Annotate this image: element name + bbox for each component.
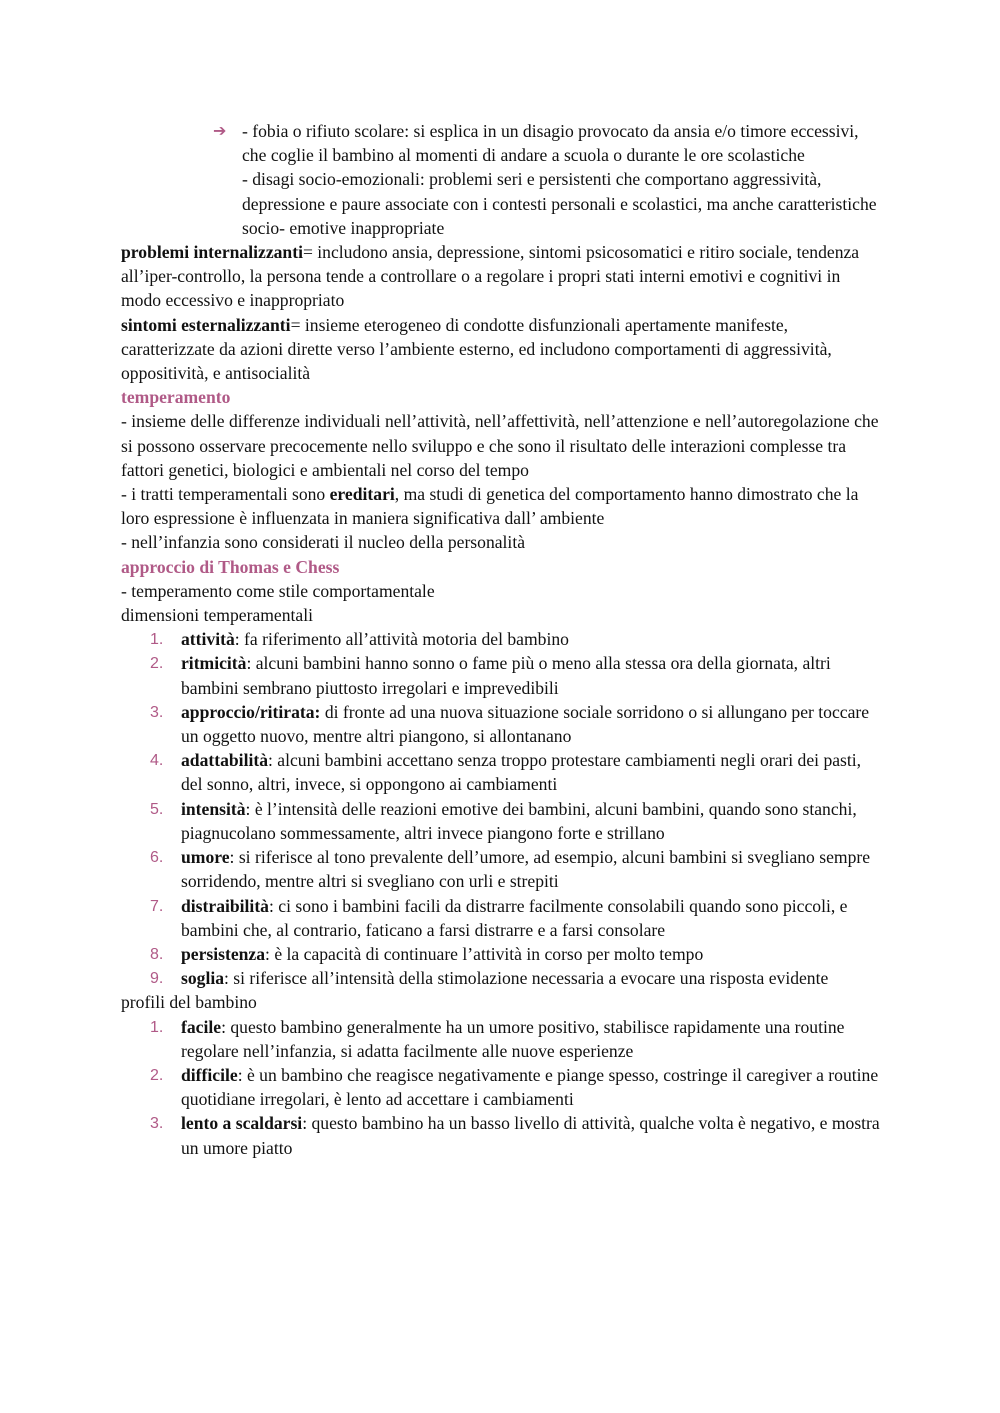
list-item — [121, 797, 881, 845]
list-term: distraibilità — [181, 895, 269, 916]
arrow-line-socio-emotional: - disagi socio-emozionali: problemi seri e persistenti che comportano aggressività, depressione e paure associate con i contesti personali e scolastici, ma anche caratteristiche socio- emotive inappropriate — [242, 169, 877, 238]
list-item — [121, 700, 881, 748]
list-term: approccio/ritirata: — [181, 701, 321, 722]
internalizing-term: problemi internalizzanti — [121, 242, 303, 263]
list-term: ritmicità — [181, 653, 247, 674]
temperament-heading: temperamento — [121, 387, 231, 408]
list-text: : alcuni bambini accettano senza troppo protestare cambiamenti negli orari dei pasti, del sonno, altri, invece, si oppongono ai cambiamenti — [181, 750, 862, 795]
list-text: : è un bambino che reagisce negativamente e piange spesso, costringe il caregiver a routine quotidiane irregolari, è lento ad accettare i cambiamenti — [181, 1064, 879, 1110]
list-text: : si riferisce al tono prevalente dell’umore, ad esempio, alcuni bambini si svegliano sempre sorridendo, mentre altri si svegliano con urli e strepiti — [181, 847, 871, 892]
list-number: 2. — [150, 655, 164, 673]
list-term: adattabilità — [181, 750, 268, 771]
list-text: : si riferisce all’intensità della stimolazione necessaria a evocare una risposta evidente — [224, 968, 829, 989]
temperament-definition: - insieme delle differenze individuali nell’attività, nell’affettività, nell’attenzione e nell’autoregolazione che si possono osservare precocemente nello sviluppo e che sono il risultato delle interazioni complesse tra fattori genetici, biologici e ambientali nel corso del tempo — [121, 411, 879, 480]
list-text: : alcuni bambini hanno sonno o fame più o meno alla stessa ora della giornata, altri bambini sembrano piuttosto irregolari e imprevedibili — [181, 653, 831, 698]
list-number: 1. — [150, 1018, 164, 1036]
heredity-text-before: - i tratti temperamentali sono — [121, 484, 330, 505]
profiles-list — [121, 1015, 881, 1160]
list-number: 1. — [150, 631, 164, 649]
externalizing-paragraph — [121, 313, 881, 386]
arrow-line-school-phobia: - fobia o rifiuto scolare: si esplica in un disagio provocato da ansia e/o timore eccessivi, che coglie il bambino al momenti di andare a scuola o durante le ore scolastiche — [242, 121, 859, 166]
externalizing-text: = insieme eterogeneo di condotte disfunzionali apertamente manifeste, caratterizzate da azioni dirette verso l’ambiente esterno, ed includono comportamenti di aggressività, oppositività, e antisocialità — [121, 314, 832, 384]
list-text: : questo bambino generalmente ha un umore positivo, stabilisce rapidamente una routine regolare nell’infanzia, si adatta facilmente alle nuove esperienze — [181, 1016, 845, 1061]
list-number: 7. — [150, 897, 164, 915]
list-term: persistenza — [181, 943, 266, 964]
list-item — [121, 1015, 881, 1063]
list-text: di fronte ad una nuova situazione sociale sorridono o si allungano per toccare un oggetto nuovo, mentre altri piangono, si allontanano — [181, 701, 870, 747]
heredity-bold-term: ereditari — [329, 484, 395, 505]
list-item — [121, 894, 881, 942]
list-number: 2. — [150, 1066, 164, 1084]
list-number: 5. — [150, 800, 164, 818]
list-item — [121, 627, 881, 651]
list-term: soglia — [181, 968, 225, 989]
externalizing-term: sintomi esternalizzanti — [121, 314, 291, 335]
list-item — [121, 942, 881, 966]
list-number: 3. — [150, 703, 164, 721]
list-text: : è la capacità di continuare l’attività in corso per molto tempo — [265, 943, 704, 964]
list-text: : ci sono i bambini facili da distrarre facilmente consolabili quando sono piccoli, e bambini che, al contrario, faticano a farsi distrarre e a farsi consolare — [181, 895, 848, 940]
dimensions-list — [121, 627, 881, 990]
list-number: 4. — [150, 752, 164, 770]
list-text: : fa riferimento all’attività motoria del bambino — [234, 629, 569, 650]
profiles-label: profili del bambino — [121, 992, 257, 1013]
internalizing-text: = includono ansia, depressione, sintomi psicosomatici e ritiro sociale, tendenza all’iper-controllo, la persona tende a controllare o a regolare i propri stati interni emotivi e cognitivi in modo eccessivo e inappropriato — [121, 242, 860, 311]
temperament-infancy: - nell’infanzia sono considerati il nucleo della personalità — [121, 532, 526, 553]
heredity-text-after: , ma studi di genetica del comportamento hanno dimostrato che la loro espressione è influenzata in maniera significativa dall’ ambiente — [121, 484, 859, 529]
list-item — [121, 1111, 881, 1159]
list-term: lento a scaldarsi — [181, 1113, 303, 1134]
list-number: 3. — [150, 1115, 164, 1133]
temperament-heredity — [121, 482, 881, 530]
right-arrow-icon: ➔ — [213, 121, 227, 140]
thomas-chess-intro: - temperamento come stile comportamentale — [121, 580, 435, 601]
list-item — [121, 748, 881, 796]
list-term: intensità — [181, 798, 246, 819]
list-number: 8. — [150, 945, 164, 963]
list-item — [121, 845, 881, 893]
list-item — [121, 966, 881, 990]
list-item — [121, 651, 881, 699]
internalizing-paragraph — [121, 240, 881, 313]
arrow-bullet-block — [121, 119, 881, 240]
list-term: facile — [181, 1016, 222, 1037]
list-term: umore — [181, 847, 230, 868]
list-number: 9. — [150, 970, 164, 988]
list-term: difficile — [181, 1064, 238, 1085]
list-item — [121, 1063, 881, 1111]
dimensions-label: dimensioni temperamentali — [121, 605, 314, 626]
list-term: attività — [181, 629, 235, 650]
list-text: : è l’intensità delle reazioni emotive dei bambini, alcuni bambini, quando sono stanchi, piagnucolano sommessamente, altri invece piangono forte e strillano — [181, 798, 857, 843]
page-content — [121, 119, 881, 1160]
list-text: : questo bambino ha un basso livello di attività, qualche volta è negativo, e mostra un umore piatto — [181, 1113, 880, 1158]
list-number: 6. — [150, 849, 164, 867]
thomas-chess-heading: approccio di Thomas e Chess — [121, 556, 340, 577]
